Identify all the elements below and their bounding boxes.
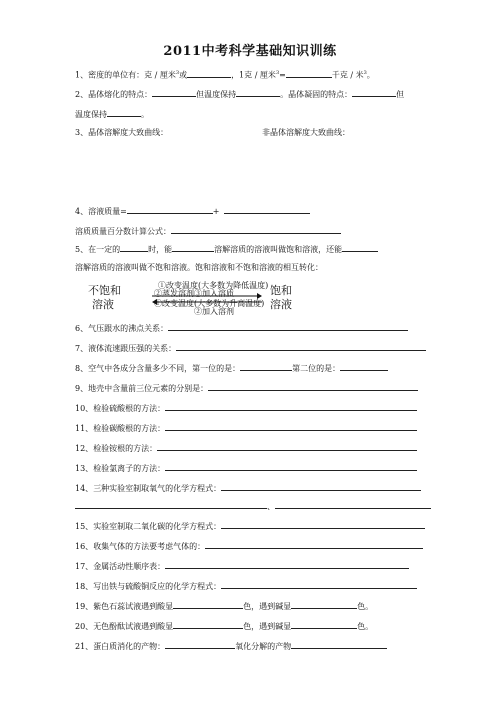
question-4-formula: 溶质质量百分数计算公式：	[75, 225, 435, 237]
answer-blank[interactable]	[275, 500, 431, 509]
answer-blank[interactable]	[286, 69, 332, 78]
question-14-cont: 、	[75, 500, 435, 512]
answer-blank[interactable]	[187, 69, 231, 78]
question-5: 5、在一定的 时，能 溶解溶质的溶液叫做饱和溶液，还能	[75, 243, 435, 255]
answer-blank[interactable]	[342, 243, 378, 252]
question-1: 1、密度的单位有：克 / 厘米$^3$或 ，1克 / 厘米$^3$= 千克 / 米$^3$。	[75, 70, 375, 80]
answer-blank[interactable]	[221, 580, 417, 589]
answer-blank[interactable]	[165, 422, 417, 431]
answer-blank[interactable]	[120, 243, 148, 252]
question-21: 21、蛋白质消化的产物： 氧化分解的产物	[75, 640, 435, 652]
question-13: 13、检验氯离子的方法：	[75, 462, 435, 474]
answer-blank[interactable]	[208, 382, 418, 391]
answer-blank[interactable]	[171, 225, 341, 234]
answer-blank[interactable]	[165, 462, 417, 471]
question-15: 15、实验室制取二氧化碳的化学方程式：	[75, 520, 435, 532]
question-18: 18、写出铁与硫酸铜反应的化学方程式：	[75, 580, 435, 592]
saturation-conversion-diagram: 不饱和 溶液 ①改变温度(大多数为降低温度) ②蒸发溶剂③加入溶质 ①改变温度(大多数为升高温度) ②加入溶剂 饱和 溶液	[88, 281, 292, 316]
answer-blank[interactable]	[291, 640, 387, 649]
answer-blank[interactable]	[221, 482, 421, 491]
question-3: 3、晶体溶解度大致曲线： 非晶体溶解度大致曲线：	[75, 128, 350, 137]
answer-blank[interactable]	[165, 402, 417, 411]
question-2: 2、晶体熔化的特点： 但温度保持 。晶体凝固的特点： 但	[75, 90, 405, 99]
answer-blank[interactable]	[352, 88, 396, 97]
question-6: 6、气压跟水的沸点关系：	[75, 322, 435, 334]
answer-blank[interactable]	[240, 362, 292, 371]
question-9: 9、地壳中含量前三位元素的分别是：	[75, 382, 435, 394]
answer-blank[interactable]	[221, 520, 425, 529]
question-14: 14、三种实验室制取氧气的化学方程式：	[75, 482, 435, 494]
page-title: 2011中考科学基础知识训练	[163, 44, 337, 59]
question-16: 16、收集气体的方法要考虑气体的：	[75, 540, 435, 552]
answer-blank[interactable]	[291, 600, 357, 609]
answer-blank[interactable]	[236, 88, 280, 97]
question-17: 17、金属活动性顺序表：	[75, 560, 435, 572]
question-12: 12、检验铵根的方法：	[75, 442, 435, 454]
answer-blank[interactable]	[107, 108, 141, 117]
answer-blank[interactable]	[75, 500, 267, 509]
answer-blank[interactable]	[340, 362, 388, 371]
answer-blank[interactable]	[127, 205, 213, 214]
question-8: 8、空气中各成分含量多少不同，第一位的是： 第二位的是：	[75, 362, 435, 374]
answer-blank[interactable]	[173, 620, 243, 629]
question-11: 11、检验碳酸根的方法：	[75, 422, 435, 434]
question-10: 10、检验硫酸根的方法：	[75, 402, 435, 414]
answer-blank[interactable]	[165, 640, 235, 649]
question-7: 7、液体流速跟压强的关系：	[75, 342, 435, 354]
answer-blank[interactable]	[168, 322, 408, 331]
answer-blank[interactable]	[173, 600, 243, 609]
question-2-cont: 温度保持 。	[75, 110, 149, 119]
answer-blank[interactable]	[291, 620, 357, 629]
question-19: 19、紫色石蕊试液遇到酸显 色，遇到碱显 色。	[75, 602, 374, 611]
answer-blank[interactable]	[165, 560, 409, 569]
answer-blank[interactable]	[205, 540, 423, 549]
answer-blank[interactable]	[224, 205, 310, 214]
question-5-cont: 溶解溶质的溶液叫做不饱和溶液。饱和溶液和不饱和溶液的相互转化：	[75, 263, 323, 272]
question-20: 20、无色酚酞试液遇到酸显 色，遇到碱显 色。	[75, 622, 374, 631]
answer-blank[interactable]	[157, 442, 417, 451]
question-4: 4、溶液质量= +	[75, 205, 435, 217]
answer-blank[interactable]	[172, 243, 214, 252]
answer-blank[interactable]	[176, 342, 426, 351]
answer-blank[interactable]	[152, 88, 196, 97]
